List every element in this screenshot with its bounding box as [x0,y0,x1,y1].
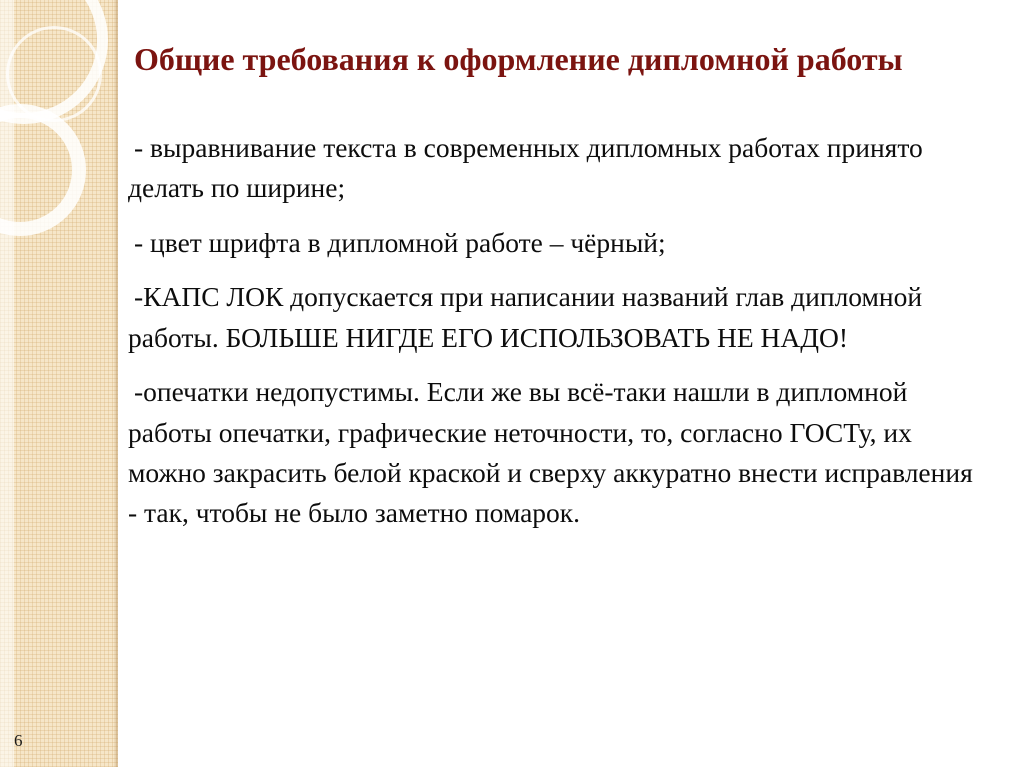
decorative-sidebar [0,0,118,767]
slide-body [128,128,978,534]
slide-title: Общие требования к оформление дипломной работы [134,41,903,78]
circle-ring-icon [0,104,86,236]
bullet-item: - выравнивание текста в современных дипломных работах принято делать по ширине; [128,132,923,204]
sidebar-edge [114,0,118,767]
bullet-item: -опечатки недопустимы. Если же вы всё-таки нашли в дипломной работы опечатки, графические неточности, то, согласно ГОСТу, их можно закрасить белой краской и сверху аккуратно внести исправления - так, чтобы не было заметно помарок. [128,376,973,529]
page-number: 6 [14,731,23,750]
circle-ring-thin-icon [6,26,102,122]
bullet-item: -КАПС ЛОК допускается при написании названий глав дипломной работы. БОЛЬШЕ НИГДЕ ЕГО ИСПОЛЬЗОВАТЬ НЕ НАДО! [128,281,923,353]
bullet-item: - цвет шрифта в дипломной работе – чёрный; [134,226,666,258]
